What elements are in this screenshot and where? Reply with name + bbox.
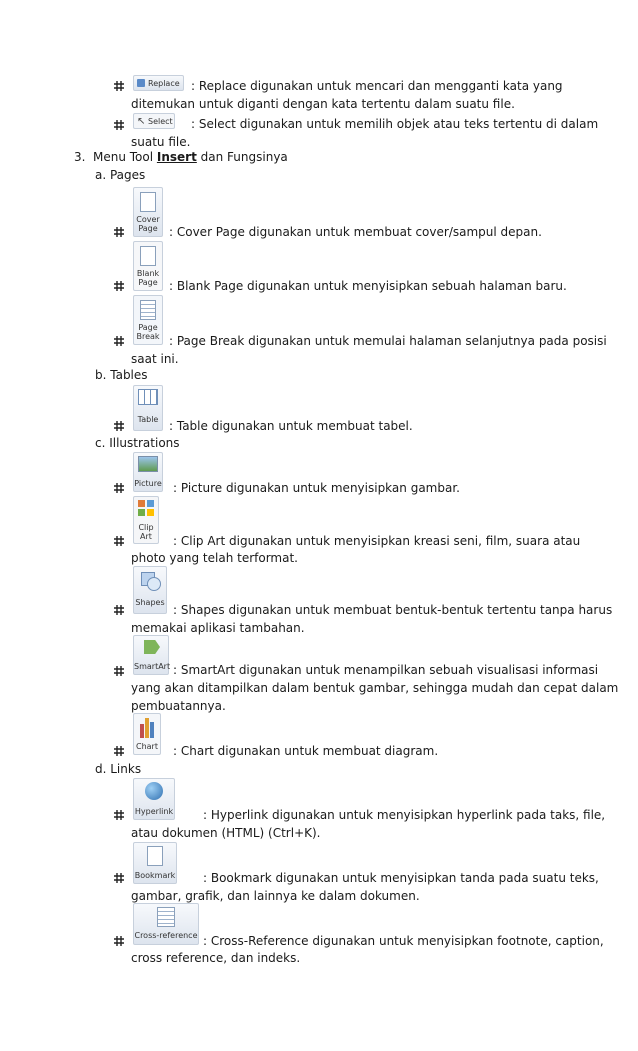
smartart-desc: : SmartArt digunakan untuk menampilkan sebuah visualisasi informasi — [173, 663, 599, 677]
smartart-desc-cont: yang akan ditampilkan dalam bentuk gambar, sehingga mudah dan cepat dalam — [131, 681, 619, 695]
hyperlink-icon: Hyperlink — [133, 778, 175, 820]
shapes-desc: : Shapes digunakan untuk membuat bentuk-bentuk tertentu tanpa harus — [173, 603, 613, 617]
bullet-icon — [114, 120, 124, 130]
bullet-icon — [114, 81, 124, 91]
bookmark-desc-cont: gambar, grafik, dan lainnya ke dalam dokumen. — [131, 889, 420, 903]
replace-desc-cont: ditemukan untuk diganti dengan kata tertentu dalam suatu file. — [131, 97, 515, 111]
table-icon: Table — [133, 385, 163, 431]
bullet-icon — [114, 281, 124, 291]
bullet-icon — [114, 936, 124, 946]
bullet-icon — [114, 227, 124, 237]
section-number: 3. — [74, 150, 86, 164]
select-icon: ↖ Select — [133, 113, 175, 129]
group-label-illustrations: c. Illustrations — [95, 436, 180, 450]
shapes-desc-cont: memakai aplikasi tambahan. — [131, 621, 305, 635]
page-break-desc-cont: saat ini. — [131, 352, 179, 366]
bullet-icon — [114, 873, 124, 883]
group-label-tables: b. Tables — [95, 368, 148, 382]
select-desc-cont: suatu file. — [131, 135, 191, 149]
bullet-icon — [114, 810, 124, 820]
cross-reference-desc: : Cross-Reference digunakan untuk menyisipkan footnote, caption, — [203, 934, 604, 948]
blank-page-desc: : Blank Page digunakan untuk menyisipkan sebuah halaman baru. — [169, 279, 567, 293]
cover-page-icon: Cover Page — [133, 187, 163, 237]
clip-art-icon: Clip Art — [133, 496, 159, 544]
replace-icon: Replace — [133, 75, 184, 91]
page-break-desc: : Page Break digunakan untuk memulai halaman selanjutnya pada posisi — [169, 334, 607, 348]
hyperlink-desc-cont: atau dokumen (HTML) (Ctrl+K). — [131, 826, 321, 840]
page-break-icon: Page Break — [133, 295, 163, 345]
smartart-desc-cont2: pembuatannya. — [131, 699, 226, 713]
bullet-icon — [114, 421, 124, 431]
cross-reference-desc-cont: cross reference, dan indeks. — [131, 951, 301, 965]
select-desc: : Select digunakan untuk memilih objek atau teks tertentu di dalam — [191, 117, 599, 131]
bookmark-icon: Bookmark — [133, 842, 177, 884]
clip-art-desc-cont: photo yang telah terformat. — [131, 551, 298, 565]
chart-icon: Chart — [133, 713, 161, 755]
hyperlink-desc: : Hyperlink digunakan untuk menyisipkan hyperlink pada taks, file, — [203, 808, 606, 822]
bullet-icon — [114, 666, 124, 676]
bullet-icon — [114, 536, 124, 546]
replace-desc: : Replace digunakan untuk mencari dan mengganti kata yang — [191, 79, 563, 93]
bullet-icon — [114, 336, 124, 346]
blank-page-icon: Blank Page — [133, 241, 163, 291]
shapes-icon: Shapes — [133, 566, 167, 614]
picture-desc: : Picture digunakan untuk menyisipkan gambar. — [173, 481, 460, 495]
section-title: Menu Tool Insert dan Fungsinya — [93, 150, 288, 164]
smartart-icon: SmartArt — [133, 635, 169, 675]
group-label-links: d. Links — [95, 762, 142, 776]
cover-page-desc: : Cover Page digunakan untuk membuat cover/sampul depan. — [169, 225, 542, 239]
cross-reference-icon: Cross-reference — [133, 903, 199, 945]
bookmark-desc: : Bookmark digunakan untuk menyisipkan tanda pada suatu teks, — [203, 871, 599, 885]
bullet-icon — [114, 746, 124, 756]
bullet-icon — [114, 483, 124, 493]
bullet-icon — [114, 605, 124, 615]
chart-desc: : Chart digunakan untuk membuat diagram. — [173, 744, 439, 758]
table-desc: : Table digunakan untuk membuat tabel. — [169, 419, 413, 433]
picture-icon: Picture — [133, 452, 163, 492]
clip-art-desc: : Clip Art digunakan untuk menyisipkan kreasi seni, film, suara atau — [173, 534, 581, 548]
group-label-pages: a. Pages — [95, 168, 146, 182]
